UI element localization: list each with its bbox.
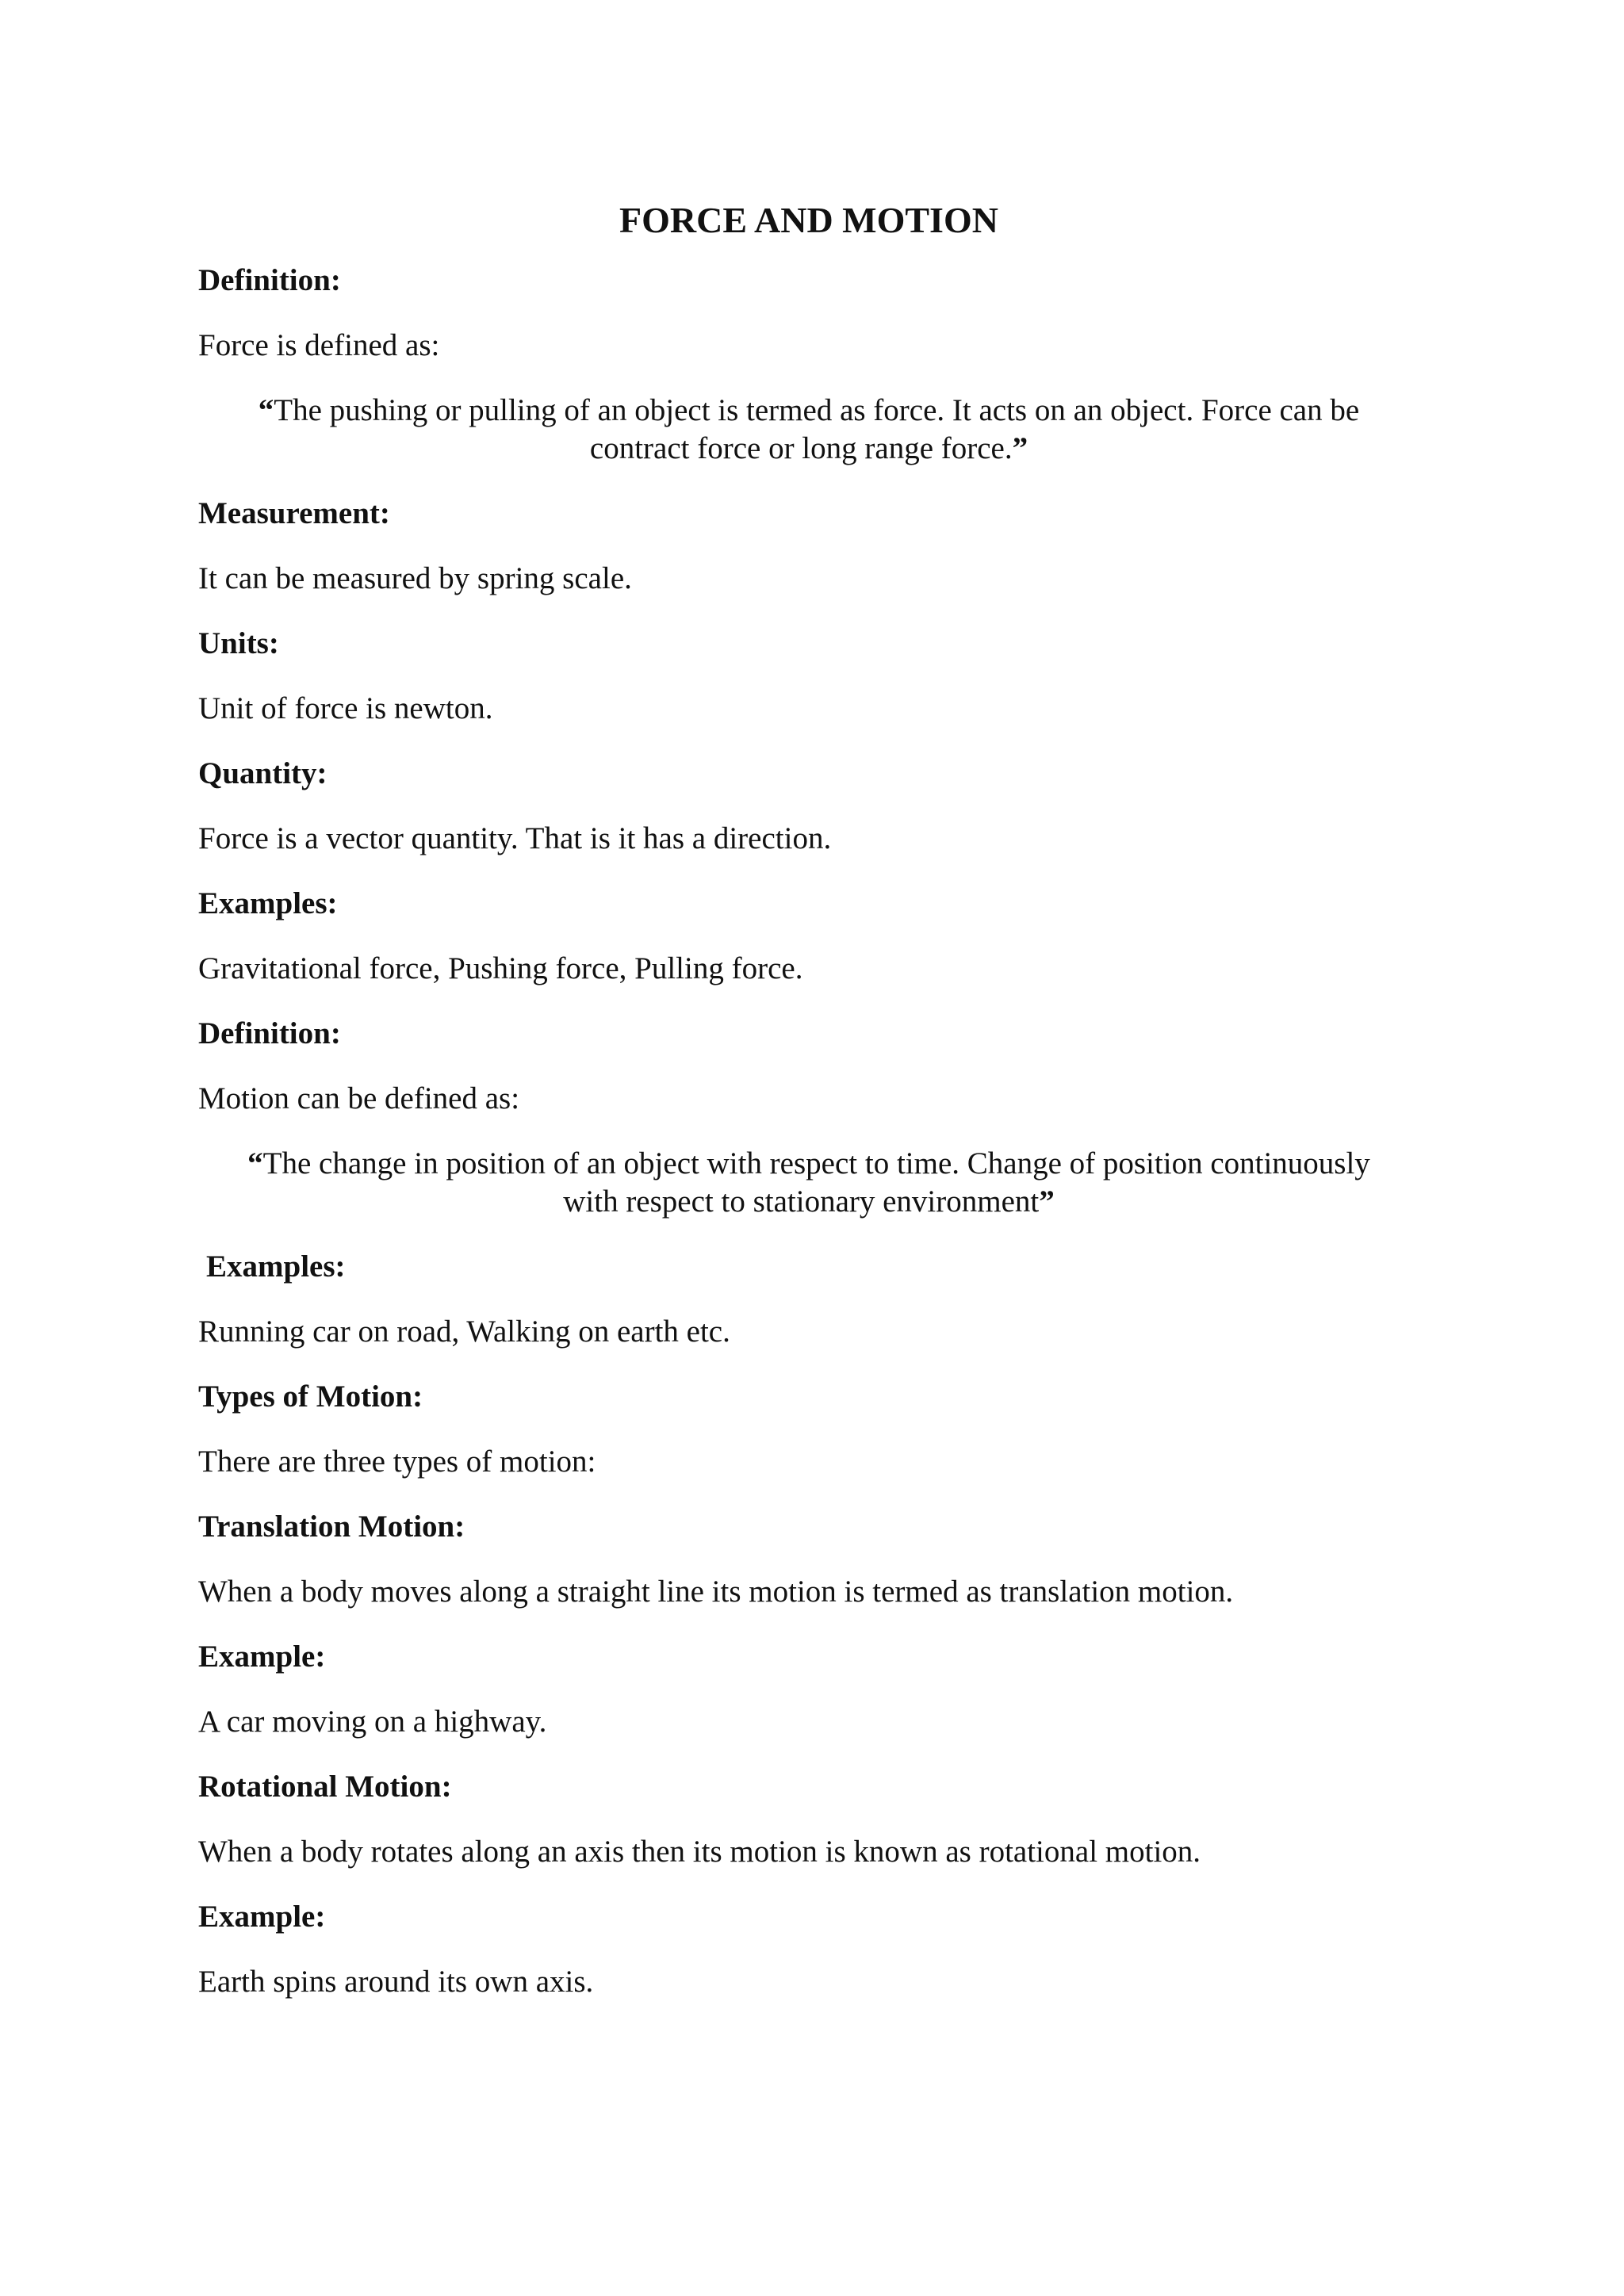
rotational-motion-heading: Rotational Motion: (198, 1770, 452, 1804)
open-quote-mark: “ (247, 1146, 263, 1181)
translation-example-heading: Example: (198, 1640, 326, 1674)
motion-definition-intro: Motion can be defined as: (198, 1081, 520, 1115)
rotational-motion-text: When a body rotates along an axis then its motion is known as rotational motion. (198, 1835, 1201, 1869)
motion-definition-quote (198, 1145, 1419, 1221)
close-quote-mark: ” (1012, 431, 1028, 465)
document-page (198, 198, 1419, 2028)
motion-quote-text-2: with respect to stationary environment (563, 1184, 1040, 1219)
units-heading: Units: (198, 626, 279, 660)
translation-motion-heading: Translation Motion: (198, 1510, 465, 1544)
motion-quote-text-1: The change in position of an object with respect to time. Change of position continuously (262, 1146, 1370, 1181)
force-definition-quote (198, 392, 1419, 468)
force-quote-text-2: contract force or long range force. (589, 431, 1013, 465)
types-of-motion-intro: There are three types of motion: (198, 1445, 596, 1479)
force-quote-text-1: The pushing or pulling of an object is termed as force. It acts on an object. Force can be (274, 393, 1360, 427)
rotational-example-text: Earth spins around its own axis. (198, 1965, 594, 1999)
motion-quote-line-1 (198, 1145, 1419, 1183)
force-examples-heading: Examples: (198, 886, 338, 920)
open-quote-mark: “ (258, 393, 274, 427)
close-quote-mark: ” (1039, 1184, 1055, 1219)
motion-definition-heading: Definition: (198, 1016, 341, 1050)
measurement-text: It can be measured by spring scale. (198, 561, 632, 595)
motion-examples-text: Running car on road, Walking on earth etc. (198, 1314, 730, 1349)
measurement-heading: Measurement: (198, 496, 390, 530)
force-quote-line-2 (198, 430, 1419, 468)
units-text: Unit of force is newton. (198, 691, 493, 725)
quantity-heading: Quantity: (198, 756, 327, 790)
quantity-text: Force is a vector quantity. That is it has a direction. (198, 821, 832, 855)
force-definition-intro: Force is defined as: (198, 328, 440, 362)
translation-motion-text: When a body moves along a straight line its motion is termed as translation motion. (198, 1575, 1234, 1609)
rotational-example-heading: Example: (198, 1900, 326, 1934)
types-of-motion-heading: Types of Motion: (198, 1380, 423, 1414)
page-title: FORCE AND MOTION (619, 200, 998, 240)
force-quote-line-1 (198, 392, 1419, 430)
motion-quote-line-2 (198, 1183, 1419, 1221)
translation-example-text: A car moving on a highway. (198, 1705, 547, 1739)
force-examples-text: Gravitational force, Pushing force, Pulling force. (198, 951, 803, 985)
motion-examples-heading: Examples: (206, 1249, 346, 1284)
force-definition-heading: Definition: (198, 263, 341, 297)
